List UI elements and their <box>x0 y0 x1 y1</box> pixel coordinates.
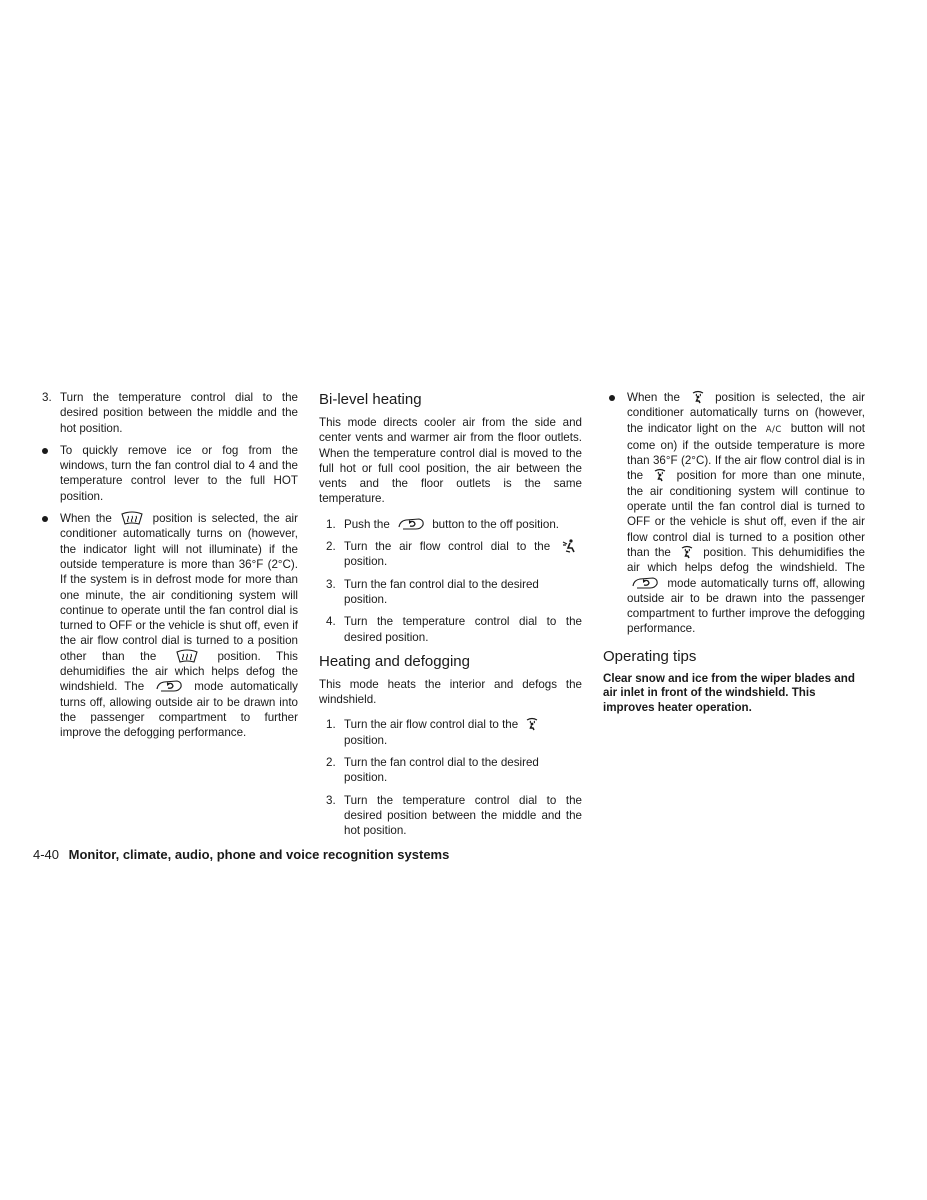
step-text: Turn the fan control dial to the desired position. <box>344 756 539 785</box>
bullet-floor-defrost-mode <box>603 390 865 637</box>
operating-tip: Clear snow and ice from the wiper blades and air inlet in front of the windshield. This improves heater operation. <box>603 671 855 714</box>
bullet-text: mode automatically turns off, allowing outside air to be drawn into the passenger compartment to further improve the defogging performance. <box>60 680 298 740</box>
step-number: 1. <box>326 517 336 531</box>
step-text: button to the off position. <box>432 517 560 531</box>
floor-defrost-icon <box>525 717 539 731</box>
defrost-icon <box>121 511 143 525</box>
bullet-text: position for more than one minute, the air conditioning system will continue to operate until the fan control dial is turned to OFF or the vehicle is shut off, even if the air flow control dial is turned to a position other than the <box>627 469 865 559</box>
bullet-dot <box>609 395 615 401</box>
step-2 <box>319 539 582 570</box>
bullet-text: position. This dehumidifies the air which helps defog the windshield. The <box>627 545 865 575</box>
bullet-text: position is selected, the air conditioner automatically turns on (however, the indicator light on the <box>627 391 866 435</box>
bullet-text: position. This dehumidifies the air which helps defog the windshield. The <box>60 649 298 694</box>
bullet-text: position is selected, the air conditioner automatically turns on (however, the indicator light will not illuminate) if the outside temperature is more than 36°F (2°C). If the system is in defrost mode for more than one minute, the air conditioning system will continue to operate until the fan control dial is turned to OFF or the vehicle is shut off, even if the air flow control dial is turned to a position other than the <box>60 512 298 663</box>
ac-button-label: A/C <box>765 424 782 435</box>
bullet-dot <box>42 516 48 522</box>
step-text: position. <box>344 733 388 747</box>
air-recirculation-icon <box>631 576 659 590</box>
step-text: Turn the air flow control dial to the <box>344 718 519 732</box>
floor-defrost-icon <box>680 545 694 559</box>
heading-operating-tips: Operating tips <box>603 647 697 665</box>
step-text: Turn the fan control dial to the desired position. <box>344 577 539 606</box>
step-3 <box>42 390 298 436</box>
air-recirculation-icon <box>397 517 425 531</box>
heading-bi-level-heating: Bi-level heating <box>319 391 422 408</box>
step-3 <box>319 577 582 608</box>
step-number: 4. <box>326 615 336 629</box>
bullet-text: button will not come on) if the outside temperature is more than 36°F (2°C). If the air flow control dial is in the <box>627 421 865 483</box>
column-1 <box>42 390 298 748</box>
step-text: Turn the temperature control dial to the desired position. <box>344 615 582 644</box>
step-text: Turn the temperature control dial to the desired position between the middle and the hot position. <box>344 793 582 838</box>
step-number: 3. <box>326 793 336 807</box>
step-text: Turn the air flow control dial to the <box>344 540 551 554</box>
step-number: 2. <box>326 540 336 554</box>
step-number: 3. <box>326 577 336 591</box>
step-number: 2. <box>326 756 336 770</box>
step-number: 1. <box>326 718 336 732</box>
paragraph-heating-defogging: This mode heats the interior and defogs the windshield. <box>319 677 582 707</box>
heading-heating-defogging: Heating and defogging <box>319 652 470 670</box>
bullet-defrost-mode <box>42 511 298 740</box>
floor-defrost-icon <box>653 468 667 482</box>
bullet-dot <box>42 448 48 454</box>
bi-level-icon <box>562 539 578 553</box>
step-number: 3. <box>42 391 52 404</box>
step-1 <box>319 717 582 748</box>
step-2 <box>319 755 582 786</box>
step-text: position. <box>344 555 388 569</box>
chapter-title: Monitor, climate, audio, phone and voice recognition systems <box>68 847 450 862</box>
step-text: Push the <box>344 517 390 531</box>
bullet-text: To quickly remove ice or fog from the windows, turn the fan control dial to 4 and the temperature control lever to the full HOT position. <box>60 443 298 503</box>
page-number: 4-40 <box>33 847 60 862</box>
floor-defrost-icon <box>691 390 705 404</box>
bullet-text: When the <box>627 391 680 404</box>
page-footer <box>33 846 449 864</box>
column-2 <box>319 390 582 846</box>
air-recirculation-icon <box>155 679 183 693</box>
paragraph-bi-level: This mode directs cooler air from the side and center vents and warmer air from the floor outlets. When the temperature control dial is moved to the full hot or full cool position, the air between the vents and the floor outlets is the same temperature. <box>319 416 582 506</box>
step-4 <box>319 614 582 645</box>
column-3 <box>603 390 865 715</box>
defrost-icon <box>176 649 198 663</box>
bullet-text: When the <box>60 512 112 526</box>
step-3 <box>319 793 582 839</box>
step-text: Turn the temperature control dial to the desired position between the middle and the hot position. <box>60 391 298 435</box>
step-1 <box>319 517 582 532</box>
bullet-quick-remove <box>42 443 298 504</box>
bullet-text: mode automatically turns off, allowing outside air to be drawn into the passenger compartment to further improve the defogging performance. <box>627 576 865 636</box>
